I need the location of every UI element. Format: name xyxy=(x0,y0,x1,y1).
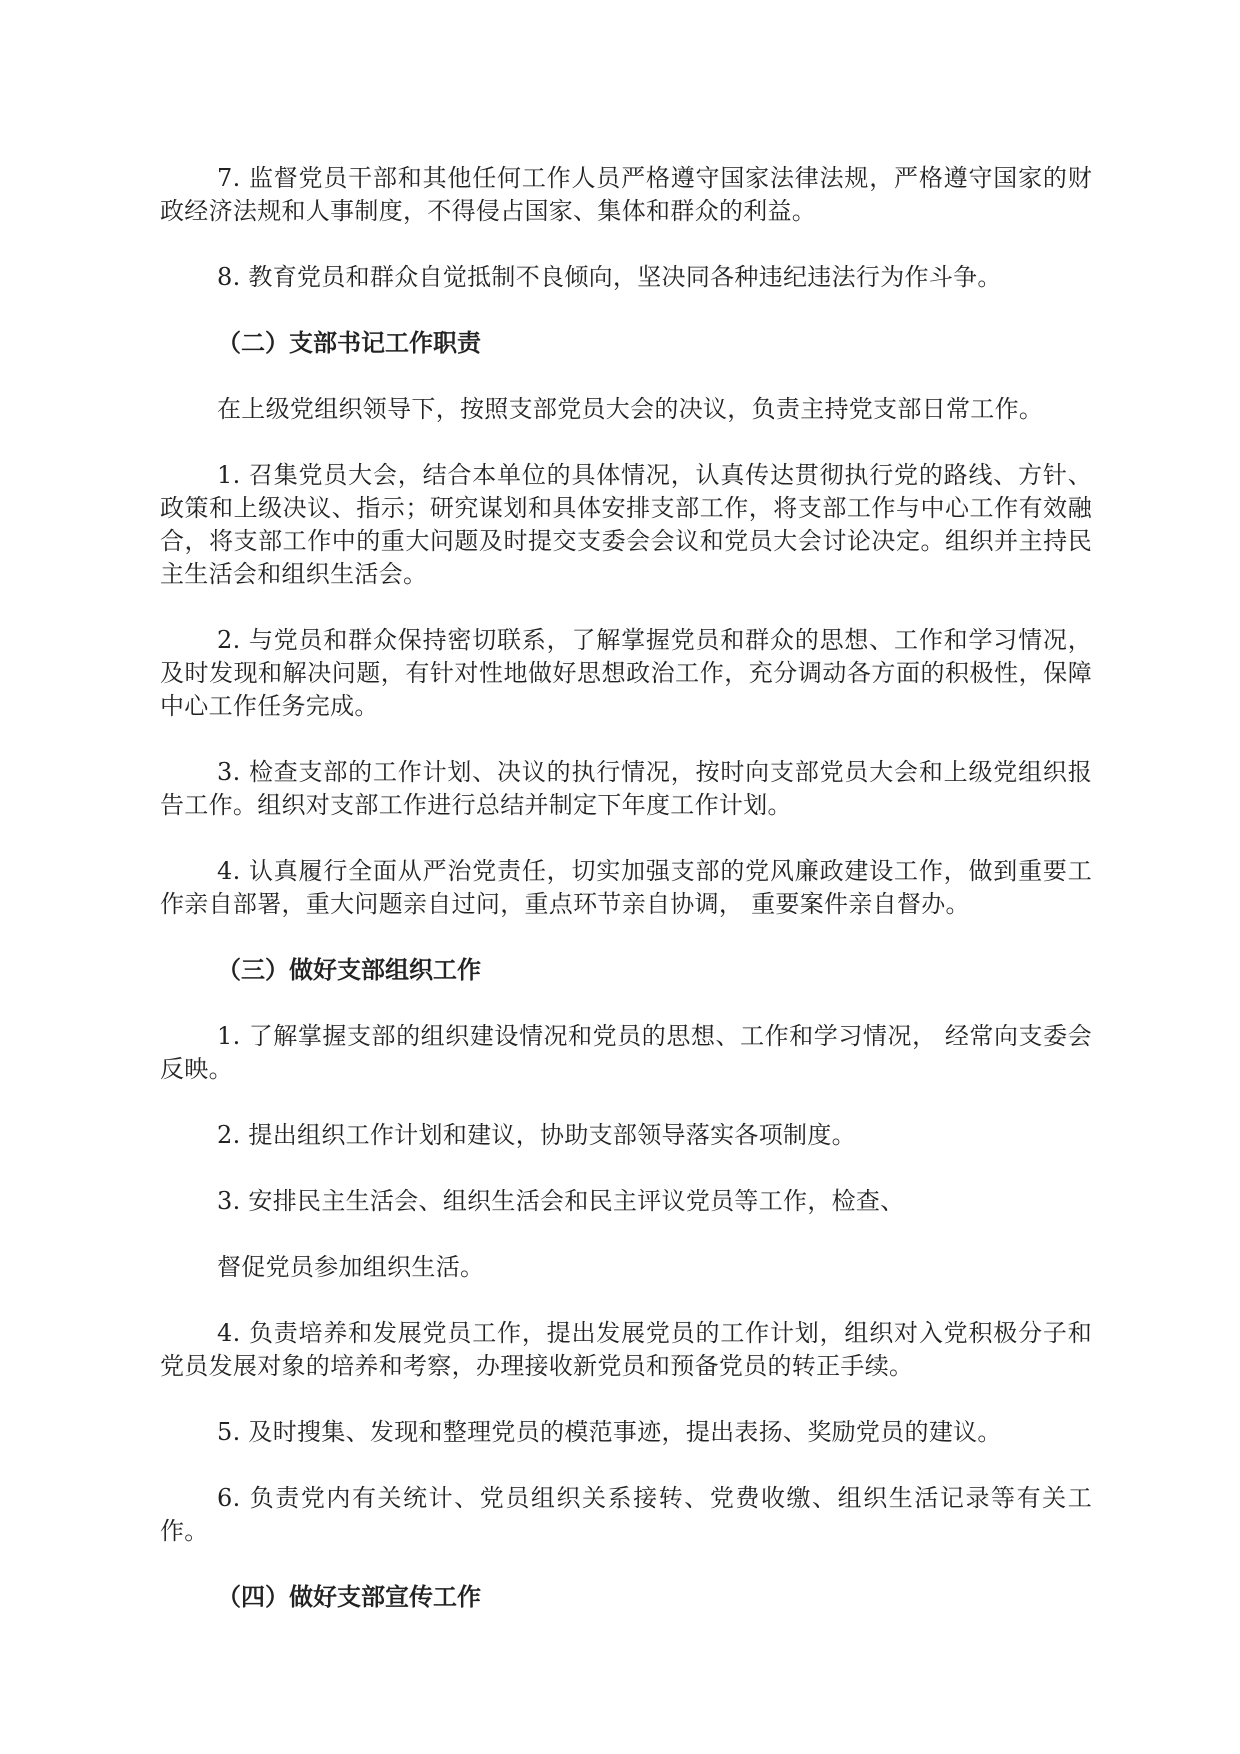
paragraph-organization-2: 2. 提出组织工作计划和建议，协助支部领导落实各项制度。 xyxy=(217,1121,856,1149)
paragraph-secretary-4: 4. 认真履行全面从严治党责任，切实加强支部的党风廉政建设工作，做到重要工作亲自部署，重大问题亲自过问，重点环节亲自协调， 重要案件亲自督办。 xyxy=(160,857,1092,918)
paragraph-secretary-2: 2. 与党员和群众保持密切联系，了解掌握党员和群众的思想、工作和学习情况，及时发现和解决问题，有针对性地做好思想政治工作，充分调动各方面的积极性，保障中心工作任务完成。 xyxy=(160,626,1092,720)
section-heading-propaganda-work: （四）做好支部宣传工作 xyxy=(217,1583,481,1611)
paragraph-secretary-intro: 在上级党组织领导下，按照支部党员大会的决议，负责主持党支部日常工作。 xyxy=(217,395,1044,423)
paragraph-organization-6: 6. 负责党内有关统计、党员组织关系接转、党费收缴、组织生活记录等有关工作。 xyxy=(160,1484,1092,1545)
paragraph-secretary-1: 1. 召集党员大会，结合本单位的具体情况，认真传达贯彻执行党的路线、方针、政策和上级决议、指示；研究谋划和具体安排支部工作，将支部工作与中心工作有效融合，将支部工作中的重大问题及时提交支委会会议和党员大会讨论决定。组织并主持民主生活会和组织生活会。 xyxy=(160,461,1092,588)
paragraph-item-8: 8. 教育党员和群众自觉抵制不良倾向，坚决同各种违纪违法行为作斗争。 xyxy=(217,263,1002,291)
paragraph-organization-5: 5. 及时搜集、发现和整理党员的模范事迹，提出表扬、奖励党员的建议。 xyxy=(217,1418,1002,1446)
paragraph-organization-4: 4. 负责培养和发展党员工作，提出发展党员的工作计划，组织对入党积极分子和党员发展对象的培养和考察，办理接收新党员和预备党员的转正手续。 xyxy=(160,1319,1092,1380)
paragraph-organization-1: 1. 了解掌握支部的组织建设情况和党员的思想、工作和学习情况， 经常向支委会反映。 xyxy=(160,1022,1092,1083)
section-heading-organization-work: （三）做好支部组织工作 xyxy=(217,956,481,984)
paragraph-secretary-3: 3. 检查支部的工作计划、决议的执行情况，按时向支部党员大会和上级党组织报告工作。组织对支部工作进行总结并制定下年度工作计划。 xyxy=(160,758,1092,819)
paragraph-item-7: 7. 监督党员干部和其他任何工作人员严格遵守国家法律法规，严格遵守国家的财政经济法规和人事制度，不得侵占国家、集体和群众的利益。 xyxy=(160,164,1092,225)
paragraph-organization-3: 3. 安排民主生活会、组织生活会和民主评议党员等工作，检查、 xyxy=(217,1187,905,1215)
paragraph-organization-3-cont: 督促党员参加组织生活。 xyxy=(217,1253,485,1281)
document-body xyxy=(160,162,1092,1647)
section-heading-secretary-duties: （二）支部书记工作职责 xyxy=(217,329,481,357)
